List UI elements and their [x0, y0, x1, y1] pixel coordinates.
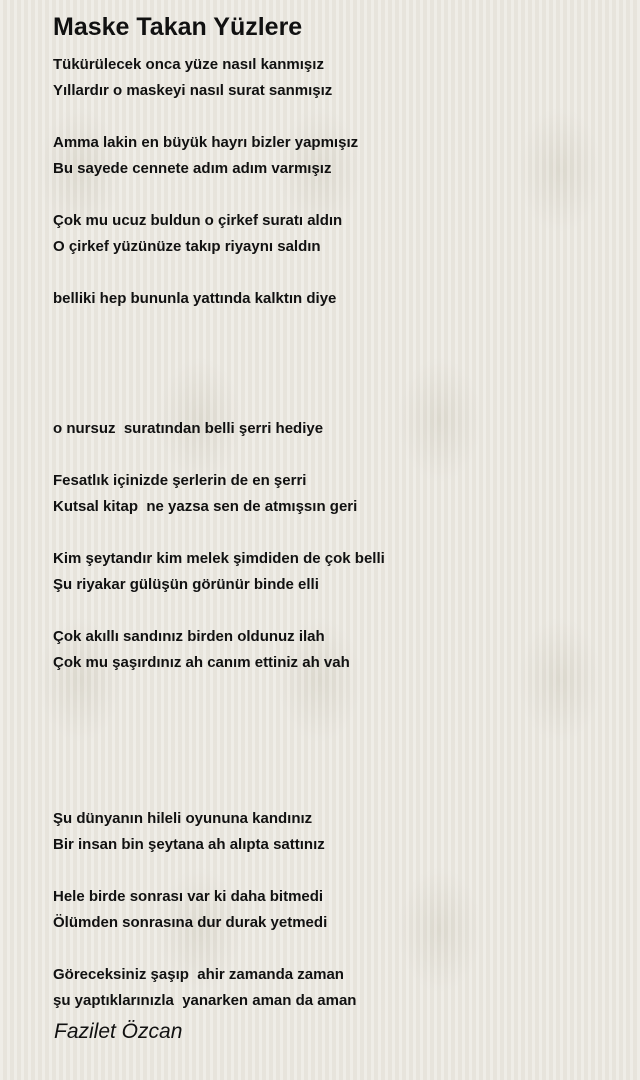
poem-line: şu yaptıklarınızla yanarken aman da aman	[53, 992, 357, 1009]
poem-line: Fesatlık içinizde şerlerin de en şerri	[53, 472, 307, 489]
poem-line: Kim şeytandır kim melek şimdiden de çok belli	[53, 550, 385, 567]
poem-blank-line	[53, 390, 613, 416]
poem-line: Çok mu ucuz buldun o çirkef suratı aldın	[53, 212, 343, 229]
poem-line: Yıllardır o maskeyi nasıl surat sanmışız	[53, 82, 333, 99]
poem-body	[53, 52, 613, 1014]
poem-line: O çirkef yüzünüze takıp riyaynı saldın	[53, 238, 321, 255]
poem-blank-line	[53, 338, 613, 364]
poem-line: Bu sayede cennete adım adım varmışız	[53, 160, 332, 177]
poem-blank-line	[53, 858, 613, 884]
poem-line: Hele birde sonrası var ki daha bitmedi	[53, 888, 324, 905]
poem-line: belliki hep bununla yattında kalktın diye	[53, 290, 337, 307]
poem-blank-line	[53, 676, 613, 702]
poem-blank-line	[53, 780, 613, 806]
poem-title: Maske Takan Yüzlere	[53, 13, 303, 41]
poem-blank-line	[53, 442, 613, 468]
poem-blank-line	[53, 728, 613, 754]
poem-blank-line	[53, 182, 613, 208]
poem-blank-line	[53, 104, 613, 130]
poem-blank-line	[53, 754, 613, 780]
poem-line: Çok mu şaşırdınız ah canım ettiniz ah vah	[53, 654, 350, 671]
poem-blank-line	[53, 260, 613, 286]
poem-line: Göreceksiniz şaşıp ahir zamanda zaman	[53, 966, 344, 983]
poem-author: Fazilet Özcan	[54, 1020, 183, 1043]
poem-blank-line	[53, 364, 613, 390]
poem-line: Kutsal kitap ne yazsa sen de atmışsın geri	[53, 498, 358, 515]
poem-blank-line	[53, 936, 613, 962]
poem-blank-line	[53, 702, 613, 728]
poem-line: Bir insan bin şeytana ah alıpta sattınız	[53, 836, 325, 853]
poem-line: Amma lakin en büyük hayrı bizler yapmışız	[53, 134, 359, 151]
poem-line: Tükürülecek onca yüze nasıl kanmışız	[53, 56, 324, 73]
poem-blank-line	[53, 312, 613, 338]
poem-line: Ölümden sonrasına dur durak yetmedi	[53, 914, 328, 931]
poem-blank-line	[53, 598, 613, 624]
poem-line: o nursuz suratından belli şerri hediye	[53, 420, 324, 437]
poem-line: Şu riyakar gülüşün görünür binde elli	[53, 576, 319, 593]
poem-line: Şu dünyanın hileli oyununa kandınız	[53, 810, 313, 827]
poem-line: Çok akıllı sandınız birden oldunuz ilah	[53, 628, 325, 645]
poem-blank-line	[53, 520, 613, 546]
